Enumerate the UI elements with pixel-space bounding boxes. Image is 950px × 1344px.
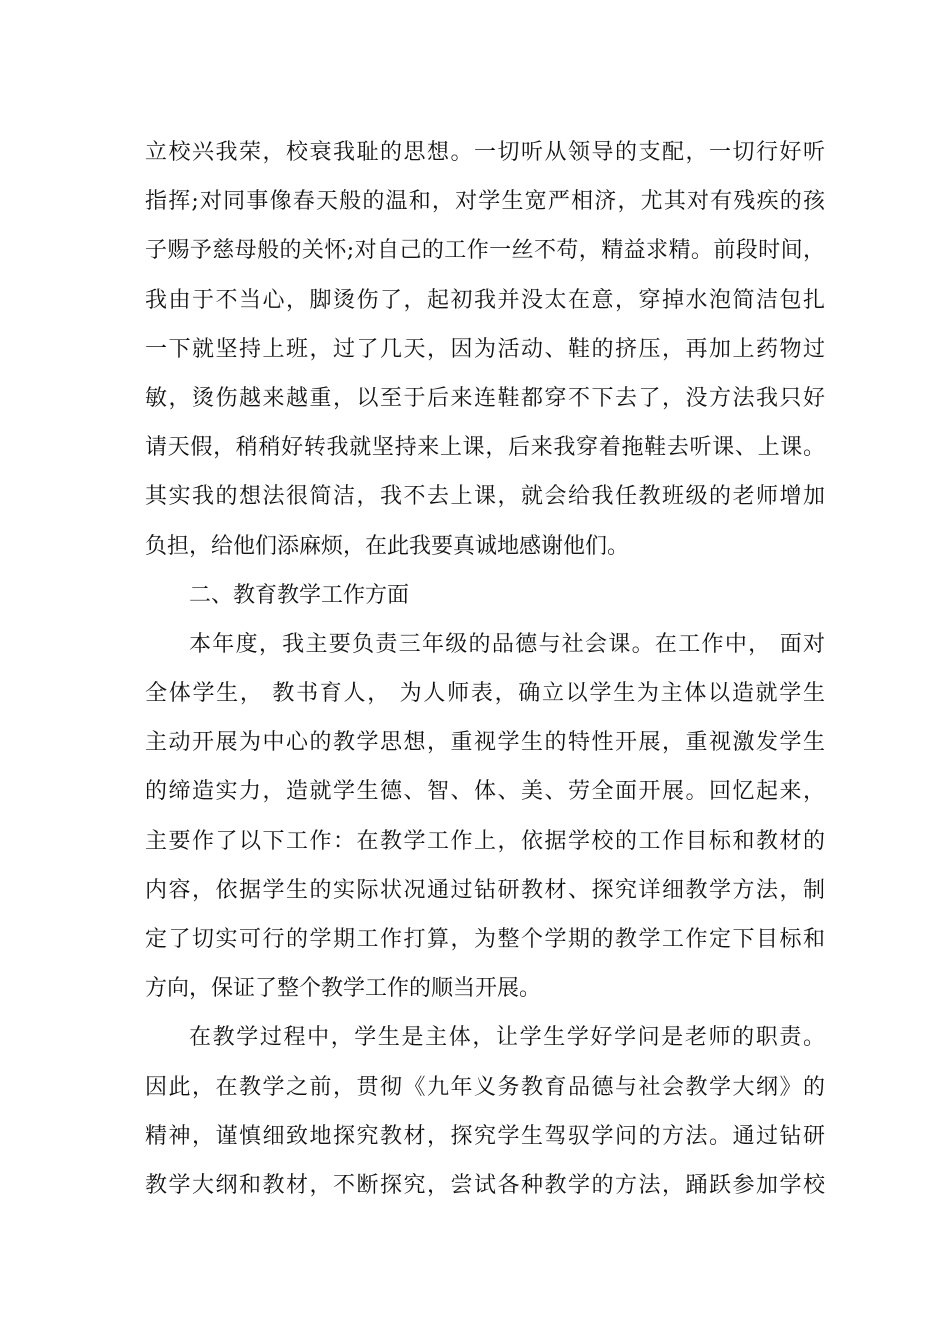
text-line: 全体学生， 教书育人， 为人师表，确立以学生为主体以造就学生 bbox=[145, 681, 825, 707]
text-line: 我由于不当心，脚烫伤了，起初我并没太在意，穿掉水泡简洁包扎 bbox=[145, 287, 825, 313]
text-line: 方向，保证了整个教学工作的顺当开展。 bbox=[145, 976, 542, 1002]
text-line: 在教学过程中，学生是主体，让学生学好学问是老师的职责。 bbox=[189, 1025, 825, 1051]
text-line: 立校兴我荣，校衰我耻的思想。一切听从领导的支配，一切行好听 bbox=[145, 140, 825, 165]
text-line: 敏，烫伤越来越重，以至于后来连鞋都穿不下去了，没方法我只好 bbox=[145, 385, 825, 411]
text-line: 的缔造实力，造就学生德、智、体、美、劳全面开展。回忆起来， bbox=[145, 779, 825, 805]
text-line: 因此，在教学之前，贯彻《九年义务教育品德与社会教学大纲》的 bbox=[145, 1074, 825, 1100]
text-line: 本年度，我主要负责三年级的品德与社会课。在工作中， 面对 bbox=[189, 631, 825, 657]
text-line: 请天假，稍稍好转我就坚持来上课，后来我穿着拖鞋去听课、上课。 bbox=[145, 435, 825, 461]
text-line: 子赐予慈母般的关怀;对自己的工作一丝不苟，精益求精。前段时间， bbox=[145, 238, 825, 264]
text-line: 其实我的想法很简洁，我不去上课，就会给我任教班级的老师增加 bbox=[145, 484, 825, 510]
text-line: 精神，谨慎细致地探究教材，探究学生驾驭学问的方法。通过钻研 bbox=[145, 1123, 825, 1149]
document-body bbox=[145, 128, 825, 1210]
text-line: 主动开展为中心的教学思想，重视学生的特性开展，重视激发学生 bbox=[145, 730, 825, 756]
text-line: 主要作了以下工作：在教学工作上，依据学校的工作目标和教材的 bbox=[145, 828, 825, 854]
text-line: 一下就坚持上班，过了几天，因为活动、鞋的挤压，再加上药物过 bbox=[145, 336, 825, 362]
text-line: 定了切实可行的学期工作打算，为整个学期的教学工作定下目标和 bbox=[145, 927, 825, 952]
text-line: 内容，依据学生的实际状况通过钻研教材、探究详细教学方法，制 bbox=[145, 877, 825, 903]
text-line: 二、教育教学工作方面 bbox=[189, 582, 410, 608]
text-line: 负担，给他们添麻烦，在此我要真诚地感谢他们。 bbox=[145, 533, 630, 559]
text-line: 教学大纲和教材，不断探究，尝试各种教学的方法，踊跃参加学校 bbox=[145, 1172, 825, 1198]
text-line: 指挥;对同事像春天般的温和，对学生宽严相济，尤其对有残疾的孩 bbox=[145, 189, 825, 215]
